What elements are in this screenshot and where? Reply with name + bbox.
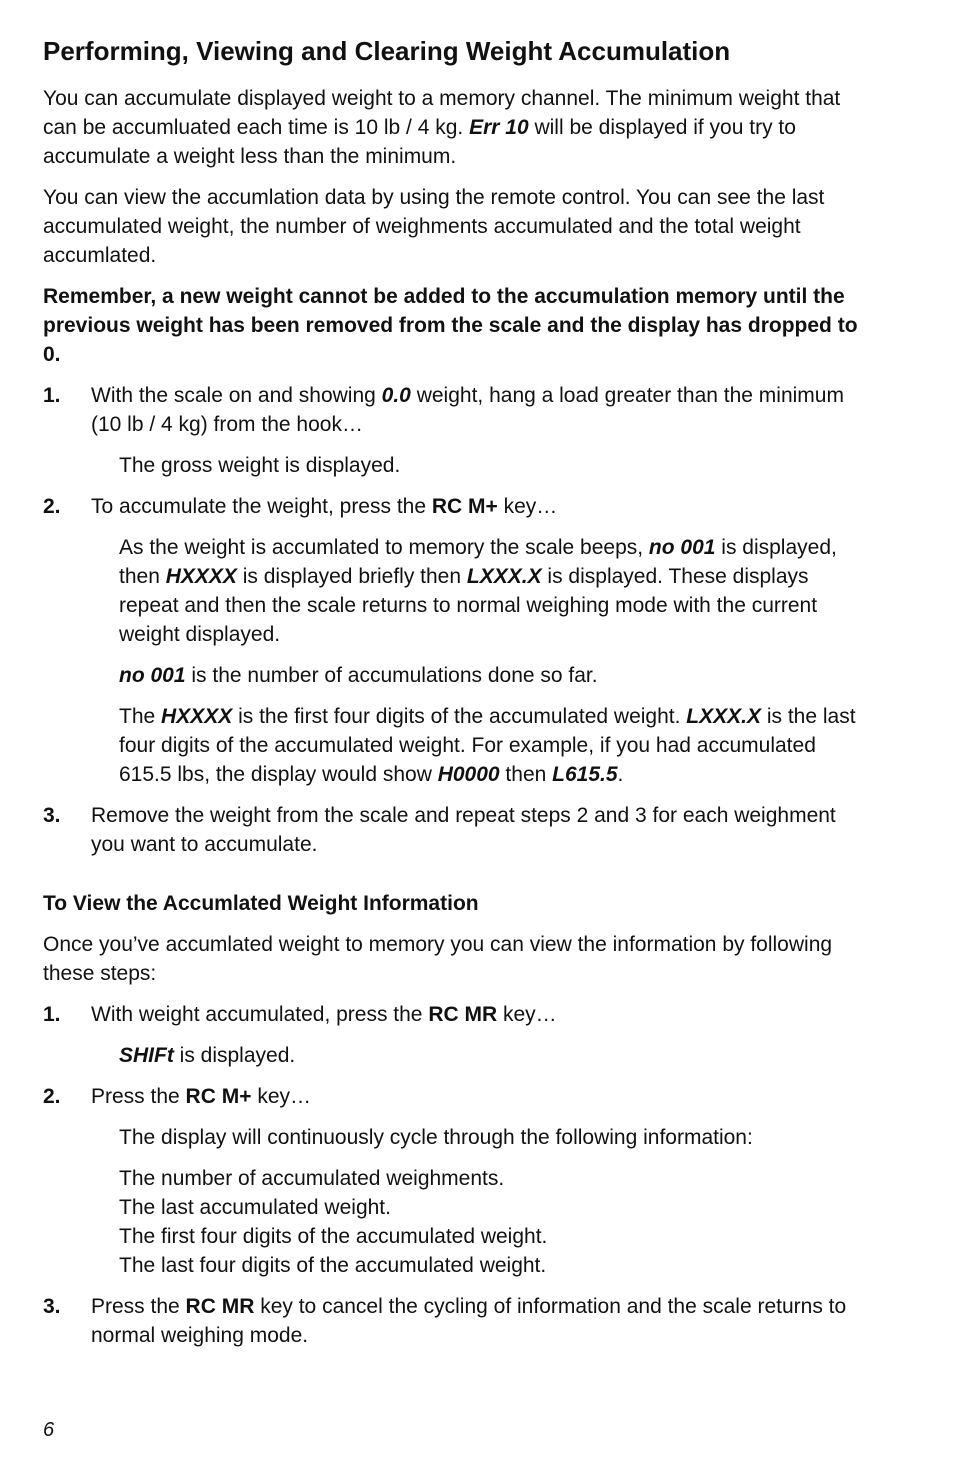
display-value: H0000 — [437, 763, 500, 786]
key-name: RC M+ — [185, 1085, 252, 1108]
step-a3 — [43, 801, 873, 859]
list-item: The number of accumulated weighments. — [119, 1167, 505, 1190]
step-number: 3. — [43, 1295, 61, 1318]
step-b2-result: The display will continuously cycle through the following information: — [119, 1126, 753, 1149]
text-run: key… — [497, 495, 558, 518]
key-name: RC M+ — [431, 495, 498, 518]
text-run: key… — [497, 1003, 557, 1026]
step-b1 — [43, 1000, 873, 1029]
step-number: 2. — [43, 1085, 61, 1108]
list-item: The last accumulated weight. — [119, 1196, 391, 1219]
step-a2-result-3 — [119, 702, 873, 789]
intro-text: You can accumulate displayed weight to a memory channel. The minimum weight that can be accumluated each time is 10 lb / 4 kg. — [43, 87, 841, 139]
display-value: HXXXX — [161, 705, 233, 728]
page-title: Performing, Viewing and Clearing Weight Accumulation — [43, 36, 731, 66]
step-text: Remove the weight from the scale and repeat steps 2 and 3 for each weighment you want to accumulate. — [91, 804, 836, 856]
display-value: no 001 — [119, 664, 186, 687]
page-number: 6 — [43, 1419, 55, 1441]
text-run: . — [617, 763, 624, 786]
text-run: Press the — [91, 1085, 186, 1108]
section-intro: Once you’ve accumlated weight to memory you can view the information by following these steps: — [43, 933, 833, 985]
text-run: With the scale on and showing — [91, 384, 382, 407]
step-number: 3. — [43, 804, 61, 827]
display-value: LXXX.X — [466, 565, 542, 588]
cycle-info-list — [119, 1164, 873, 1280]
step-number: 1. — [43, 384, 61, 407]
step-a2-result-2 — [119, 661, 873, 690]
text-run: is displayed. — [173, 1044, 296, 1067]
display-value: HXXXX — [165, 565, 237, 588]
text-run: weight, hang a load greater than the minimum (10 lb / 4 kg) from the hook… — [91, 384, 844, 436]
text-run: is the number of accumulations done so far. — [185, 664, 598, 687]
step-number: 2. — [43, 495, 61, 518]
display-value: LXXX.X — [686, 705, 761, 728]
text-run: is the last four digits of the accumulated weight. For example, if you had accumulated 615.5 lbs, the display would show — [119, 705, 856, 786]
step-text — [91, 381, 873, 439]
step-a2 — [43, 492, 873, 521]
key-name: RC MR — [185, 1295, 255, 1318]
document-page — [43, 34, 873, 1362]
step-text — [91, 492, 873, 521]
display-value: L615.5 — [552, 763, 618, 786]
display-value: no 001 — [648, 536, 716, 559]
step-a2-result-1 — [119, 533, 873, 649]
step-a1-result: The gross weight is displayed. — [119, 454, 401, 477]
text-run: Press the — [91, 1295, 186, 1318]
intro-paragraph-1 — [43, 84, 873, 171]
text-run: To accumulate the weight, press the — [91, 495, 432, 518]
text-run: is displayed briefly then — [236, 565, 467, 588]
warning-paragraph: Remember, a new weight cannot be added to the accumulation memory until the previous weight has been removed from the scale and the display has dropped to 0. — [43, 285, 858, 366]
step-b3 — [43, 1292, 873, 1350]
step-text — [91, 1082, 873, 1111]
step-text — [91, 1292, 873, 1350]
text-run: The — [119, 705, 162, 728]
text-run: key… — [251, 1085, 311, 1108]
text-run: As the weight is accumlated to memory the scale beeps, — [119, 536, 649, 559]
step-b1-result — [119, 1041, 873, 1070]
text-run: is the first four digits of the accumulated weight. — [232, 705, 687, 728]
list-item: The first four digits of the accumulated weight. — [119, 1225, 548, 1248]
display-value: 0.0 — [381, 384, 411, 407]
intro-text: will be displayed if you try to accumulate a weight less than the minimum. — [43, 116, 796, 168]
key-name: RC MR — [428, 1003, 498, 1026]
text-run: is displayed, then — [119, 536, 837, 588]
section-heading: To View the Accumlated Weight Information — [43, 892, 479, 915]
step-b2 — [43, 1082, 873, 1111]
error-code: Err 10 — [469, 116, 529, 139]
step-number: 1. — [43, 1003, 61, 1026]
text-run: With weight accumulated, press the — [91, 1003, 429, 1026]
text-run: then — [499, 763, 553, 786]
display-value: SHIFt — [119, 1044, 174, 1067]
list-item: The last four digits of the accumulated weight. — [119, 1254, 547, 1277]
text-run: is displayed. These displays repeat and then the scale returns to normal weighing mode with the current weight displayed. — [119, 565, 818, 646]
text-run: key to cancel the cycling of information and the scale returns to normal weighing mode. — [91, 1295, 847, 1347]
step-a1 — [43, 381, 873, 439]
intro-paragraph-2: You can view the accumlation data by using the remote control. You can see the last accumulated weight, the number of weighments accumulated and the total weight accumlated. — [43, 186, 825, 267]
step-text — [91, 1000, 873, 1029]
